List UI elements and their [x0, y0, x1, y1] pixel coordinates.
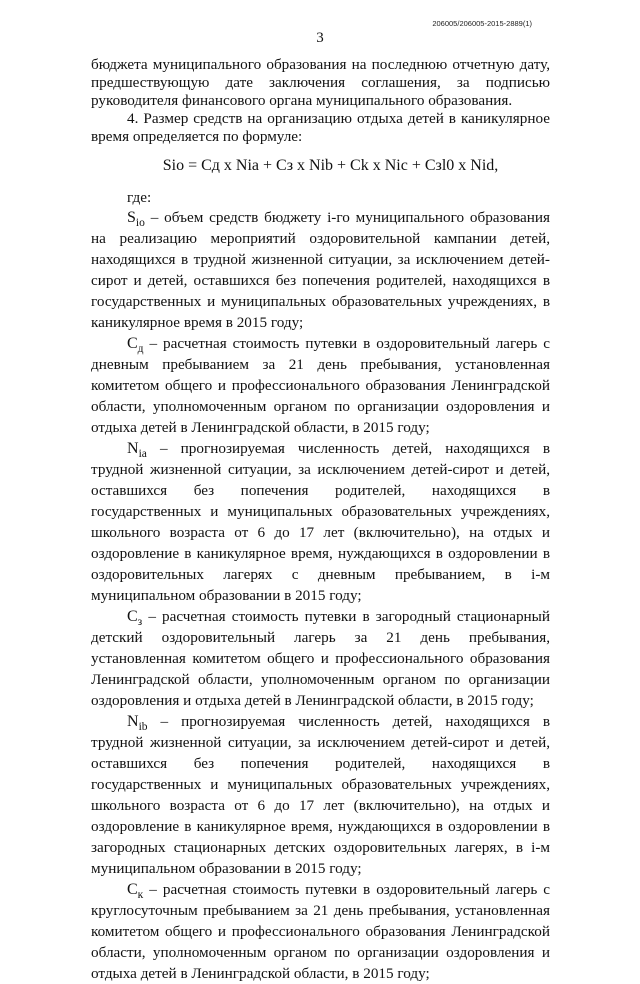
definition-text: – объем средств бюджету i-го муниципального образования на реализацию мероприятий оздоровительной кампании детей, находящихся в трудной жизненной ситуации, за исключением детей-сирот и детей, оставшихся без попечения родителей, находящихся в государственных и муниципальных образовательных учреждениях, в каникулярное время в 2015 году;: [91, 209, 550, 332]
definition-cz: [91, 606, 550, 711]
definition-cd: [91, 333, 550, 438]
symbol: $C_к$: [127, 881, 144, 902]
symbol: $C_д$: [127, 335, 144, 356]
formula: Sio = Cд x Nia + Cз x Nib + Ck x Nic + Cзl0 x Nid,: [162, 156, 499, 174]
paragraph-item-4: 4. Размер средств на организацию отдыха детей в каникулярное время определяется по формуле:: [91, 109, 550, 145]
symbol: $C_з$: [127, 608, 143, 629]
definition-nib: [91, 711, 550, 879]
symbol: $S_{io}$: [127, 209, 145, 230]
symbol: $N_{ib}$: [127, 713, 148, 734]
definition-nia: [91, 438, 550, 606]
definition-text: – расчетная стоимость путевки в оздоровительный лагерь с дневным пребыванием за 21 день пребывания, установленная комитетом общего и профессионального образования Ленинградской области, уполномоченным органом по организации оздоровления и отдыха детей в Ленинградской области, в 2015 году;: [91, 335, 551, 437]
document-id: 206005/206005-2015-2889(1): [432, 19, 532, 28]
paragraph-funding-report: бюджета муниципального образования на последнюю отчетную дату, предшествующую дате заключения соглашения, за подписью руководителя финансового органа муниципального образования.: [91, 56, 550, 109]
definition-text: – прогнозируемая численность детей, находящихся в трудной жизненной ситуации, за исключением детей-сирот и детей, оставшихся без попечения родителей, находящихся в государственных и муниципальных образовательных учреждениях, школьного возраста от 6 до 17 лет (включительно), на отдых и оздоровление в каникулярное время, нуждающихся в оздоровлении в загородных стационарных детских оздоровительных лагерях, в i-м муниципальном образовании в 2015 году;: [91, 713, 550, 878]
definition-text: – расчетная стоимость путевки в оздоровительный лагерь с круглосуточным пребыванием за 21 день пребывания, установленная комитетом общего и профессионального образования Ленинградской области, уполномоченным органом по организации оздоровления и отдыха детей в Ленинградской области, в 2015 году;: [91, 881, 551, 983]
where-label: где:: [127, 189, 152, 207]
symbol: $N_{ia}$: [127, 440, 147, 461]
definition-text: – расчетная стоимость путевки в загородный стационарный детский оздоровительный лагерь за 21 день пребывания, установленная комитетом общего и профессионального образования Ленинградской области, уполномоченным органом по организации оздоровления и отдыха детей в Ленинградской области, в 2015 году;: [91, 608, 551, 710]
definition-ck: [91, 879, 550, 984]
definition-text: – прогнозируемая численность детей, находящихся в трудной жизненной ситуации, за исключением детей-сирот и детей, оставшихся без попечения родителей, находящихся в государственных и муниципальных образовательных учреждениях, школьного возраста от 6 до 17 лет (включительно), на отдых и оздоровление в каникулярное время, нуждающихся в оздоровлении в оздоровительных лагерях с дневным пребыванием, в i-м муниципальном образовании в 2015 году;: [91, 440, 550, 605]
document-body: [91, 56, 550, 984]
page-number: 3: [316, 30, 324, 46]
definition-sio: [91, 207, 550, 333]
